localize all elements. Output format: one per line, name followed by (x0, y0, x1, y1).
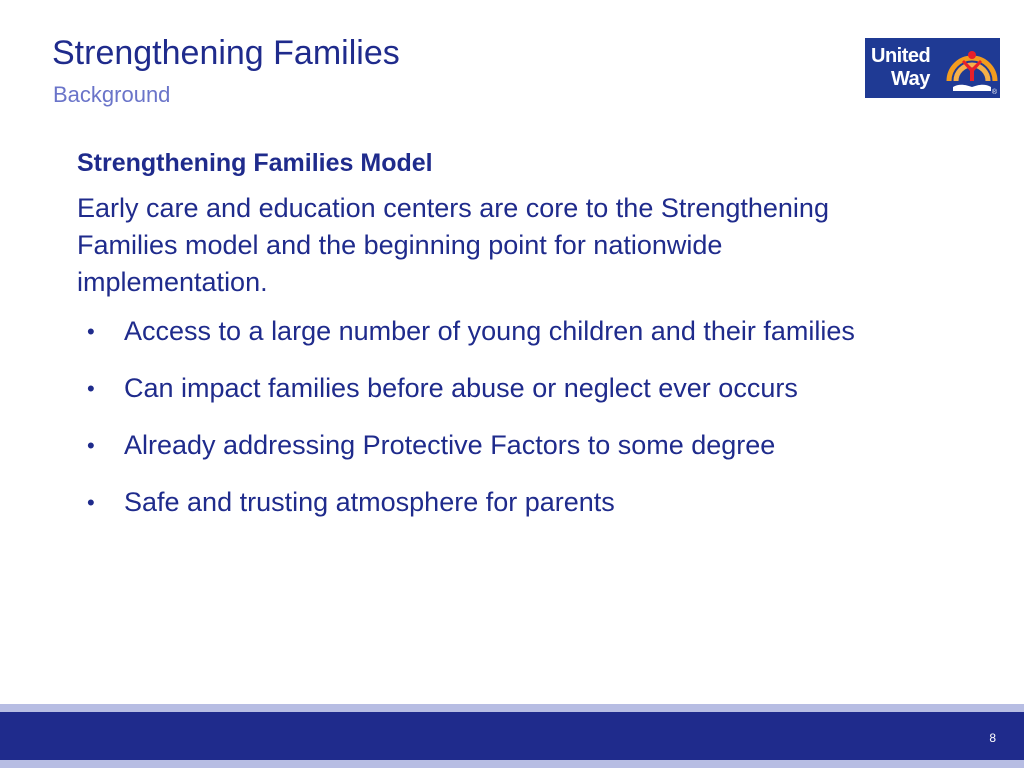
slide-subtitle: Background (53, 82, 171, 107)
united-way-logo (865, 38, 1000, 98)
slide-body (77, 148, 957, 541)
list-item (77, 313, 936, 350)
bullet-icon: • (87, 490, 95, 515)
bullet-text: Can impact families before abuse or neglect ever occurs (124, 373, 798, 403)
logo-text-way: Way (891, 68, 930, 90)
bullet-icon: • (87, 376, 95, 401)
footer-bar (0, 712, 1024, 760)
logo-text-united: United (871, 45, 931, 67)
bullet-icon: • (87, 433, 95, 458)
registered-mark: ® (991, 89, 997, 96)
bullet-list (77, 313, 957, 521)
bullet-text: Safe and trusting atmosphere for parents (124, 487, 615, 517)
footer-top-band (0, 704, 1024, 712)
bullet-text: Already addressing Protective Factors to some degree (124, 430, 776, 460)
list-item (77, 370, 936, 407)
slide-title: Strengthening Families (52, 34, 400, 72)
page-number: 8 (989, 731, 996, 745)
footer-bottom-band (0, 760, 1024, 768)
list-item (77, 427, 936, 464)
intro-paragraph: Early care and education centers are core to the Strengthening Families model and the beginning point for nationwide implementation. (77, 193, 829, 297)
section-heading: Strengthening Families Model (77, 149, 433, 177)
bullet-text: Access to a large number of young children and their families (124, 316, 855, 346)
list-item (77, 484, 936, 521)
united-way-hand-rainbow-icon (945, 41, 999, 95)
bullet-icon: • (87, 319, 95, 344)
